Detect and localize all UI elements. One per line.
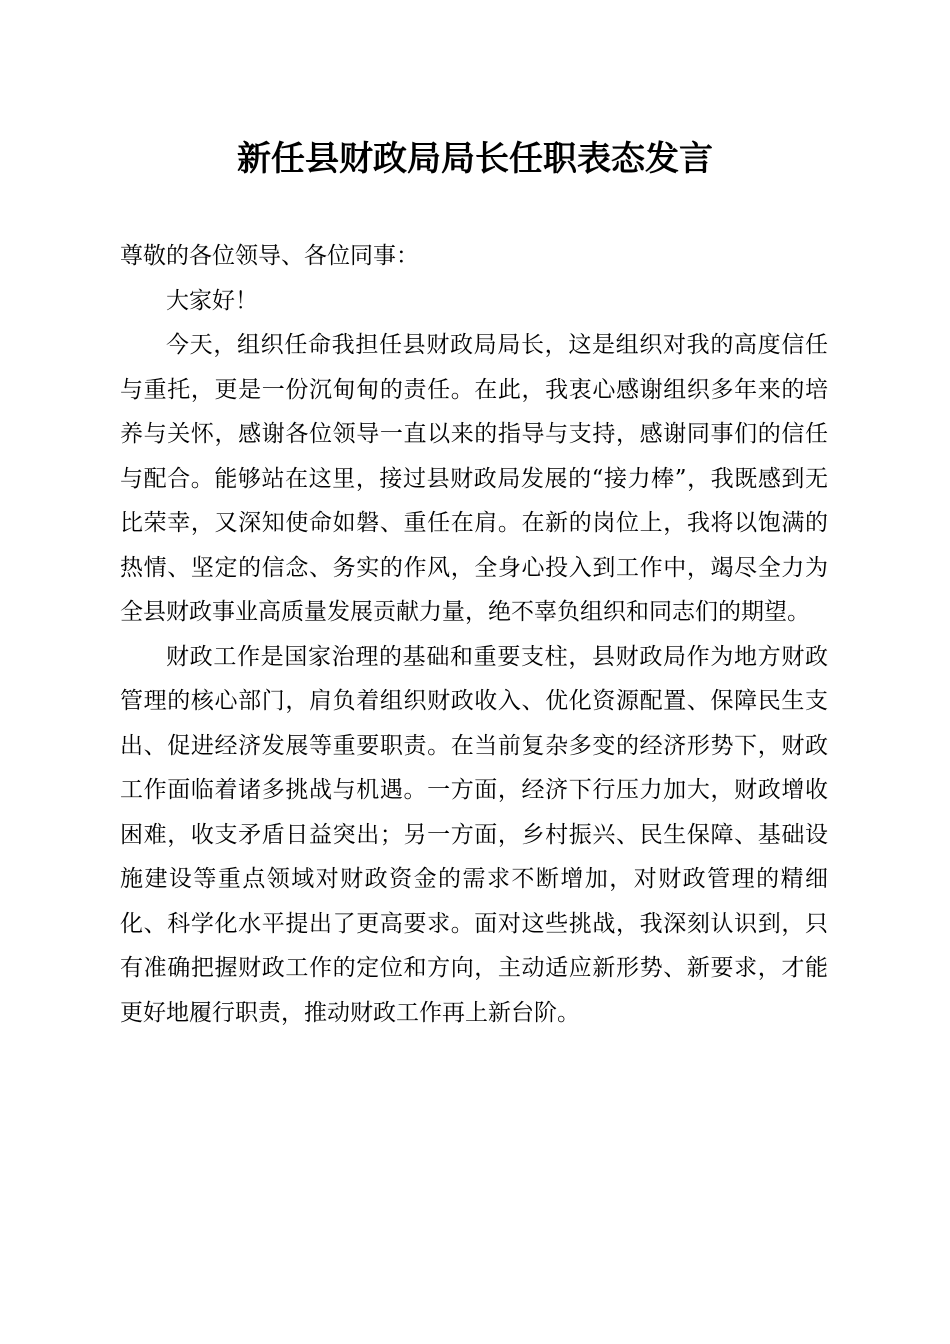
document-title: 新任县财政局局长任职表态发言 [237, 139, 713, 179]
paragraph: 今天，组织任命我担任县财政局局长，这是组织对我的高度信任与重托，更是一份沉甸甸的责任。在此，我衷心感谢组织多年来的培养与关怀，感谢各位领导一直以来的指导与支持，感谢同事们的信任与配合。能够站在这里，接过县财政局发展的“接力棒”，我既感到无比荣幸，又深知使命如磐、重任在肩。在新的岗位上，我将以饱满的热情、坚定的信念、务实的作风，全身心投入到工作中，竭尽全力为全县财政事业高质量发展贡献力量，绝不辜负组织和同志们的期望。 [120, 332, 828, 625]
salutation: 尊敬的各位领导、各位同事： [120, 243, 419, 269]
greeting: 大家好！ [166, 287, 258, 314]
document-body [120, 234, 828, 1035]
paragraph: 财政工作是国家治理的基础和重要支柱，县财政局作为地方财政管理的核心部门，肩负着组织财政收入、优化资源配置、保障民生支出、促进经济发展等重要职责。在当前复杂多变的经济形势下，财政工作面临着诸多挑战与机遇。一方面，经济下行压力加大，财政增收困难，收支矛盾日益突出；另一方面，乡村振兴、民生保障、基础设施建设等重点领域对财政资金的需求不断增加，对财政管理的精细化、科学化水平提出了更高要求。面对这些挑战，我深刻认识到，只有准确把握财政工作的定位和方向，主动适应新形势、新要求，才能更好地履行职责，推动财政工作再上新台阶。 [120, 643, 828, 1026]
